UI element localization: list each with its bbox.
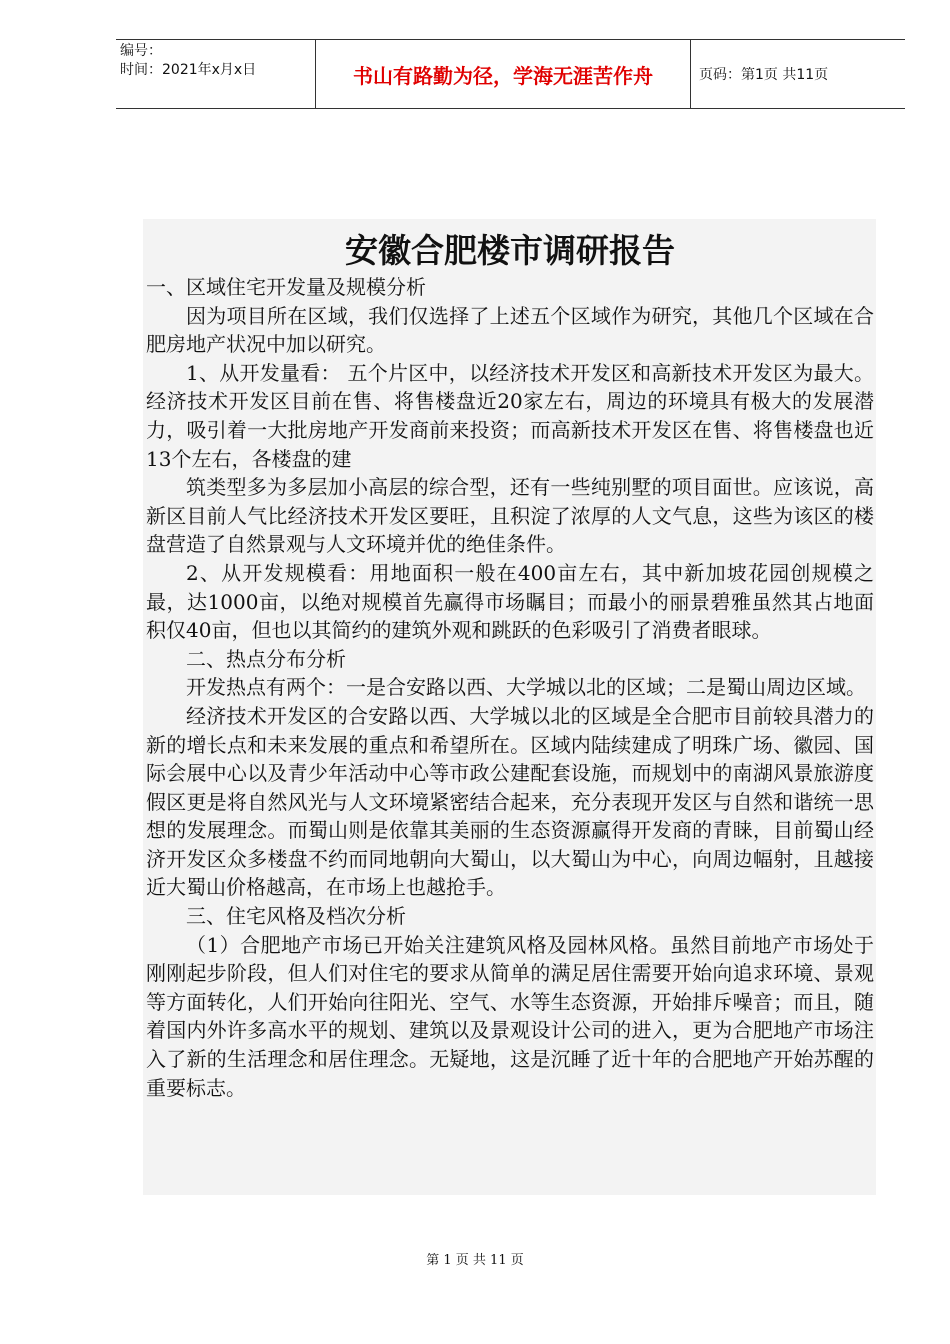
document-body xyxy=(143,219,876,1195)
paragraph: 经济技术开发区的合安路以西、大学城以北的区域是全合肥市目前较具潜力的新的增长点和未来发展的重点和希望所在。区域内陆续建成了明珠广场、徽园、国际会展中心以及青少年活动中心等市政公建配套设施，而规划中的南湖风景旅游度假区更是将自然风光与人文环境紧密结合起来，充分表现开发区与自然和谐统一思想的发展理念。而蜀山则是依靠其美丽的生态资源赢得开发商的青睐，目前蜀山经济开发区众多楼盘不约而同地朝向大蜀山，以大蜀山为中心，向周边幅射，且越接近大蜀山价格越高，在市场上也越抢手。 xyxy=(146,703,874,900)
document-time-label: 时间：2021年x月x日 xyxy=(120,62,257,78)
page-header xyxy=(116,39,905,109)
paragraph: 开发热点有两个：一是合安路以西、大学城以北的区域；二是蜀山周边区域。 xyxy=(186,675,866,700)
paragraph: 1、从开发量看： 五个片区中，以经济技术开发区和高新技术开发区为最大。经济技术开发区目前在售、将售楼盘近20家左右，周边的环境具有极大的发展潜力，吸引着一大批房地产开发商前来投资；而高新技术开发区在售、将售楼盘也近13个左右，各楼盘的建 xyxy=(146,360,874,471)
paragraph: 2、从开发规模看：用地面积一般在400亩左右，其中新加坡花园创规模之最，达1000亩，以绝对规模首先赢得市场瞩目；而最小的丽景碧雅虽然其占地面积仅40亩，但也以其简约的建筑外观和跳跃的色彩吸引了消费者眼球。 xyxy=(146,560,874,643)
section-heading: 三、住宅风格及档次分析 xyxy=(186,904,406,929)
header-motto-cell xyxy=(316,40,691,108)
paragraph: 因为项目所在区域，我们仅选择了上述五个区域作为研究，其他几个区域在合肥房地产状况中加以研究。 xyxy=(146,303,874,357)
document-title: 安徽合肥楼市调研报告 xyxy=(345,231,675,270)
section-heading: 二、热点分布分析 xyxy=(186,646,346,671)
header-meta xyxy=(116,40,316,108)
header-motto: 书山有路勤为径，学海无涯苦作舟 xyxy=(353,63,653,88)
document-number-label: 编号： xyxy=(120,43,162,59)
section-heading: 一、区域住宅开发量及规模分析 xyxy=(146,275,426,299)
paragraph: 筑类型多为多层加小高层的综合型，还有一些纯别墅的项目面世。应该说，高新区目前人气比经济技术开发区要旺，且积淀了浓厚的人文气息，这些为该区的楼盘营造了自然景观与人文环境并优的绝佳条件。 xyxy=(146,475,874,557)
header-page-info: 页码：第1页 共11页 xyxy=(699,67,829,83)
paragraph: （1）合肥地产市场已开始关注建筑风格及园林风格。虽然目前地产市场处于刚刚起步阶段，但人们对住宅的要求从简单的满足居住需要开始向追求环境、景观等方面转化，人们开始向往阳光、空气、水等生态资源，开始排斥噪音；而且，随着国内外许多高水平的规划、建筑以及景观设计公司的进入，更为合肥地产市场注入了新的生活理念和居住理念。无疑地，这是沉睡了近十年的合肥地产开始苏醒的重要标志。 xyxy=(146,932,874,1100)
page-footer: 第 1 页 共 11 页 xyxy=(426,1253,524,1268)
